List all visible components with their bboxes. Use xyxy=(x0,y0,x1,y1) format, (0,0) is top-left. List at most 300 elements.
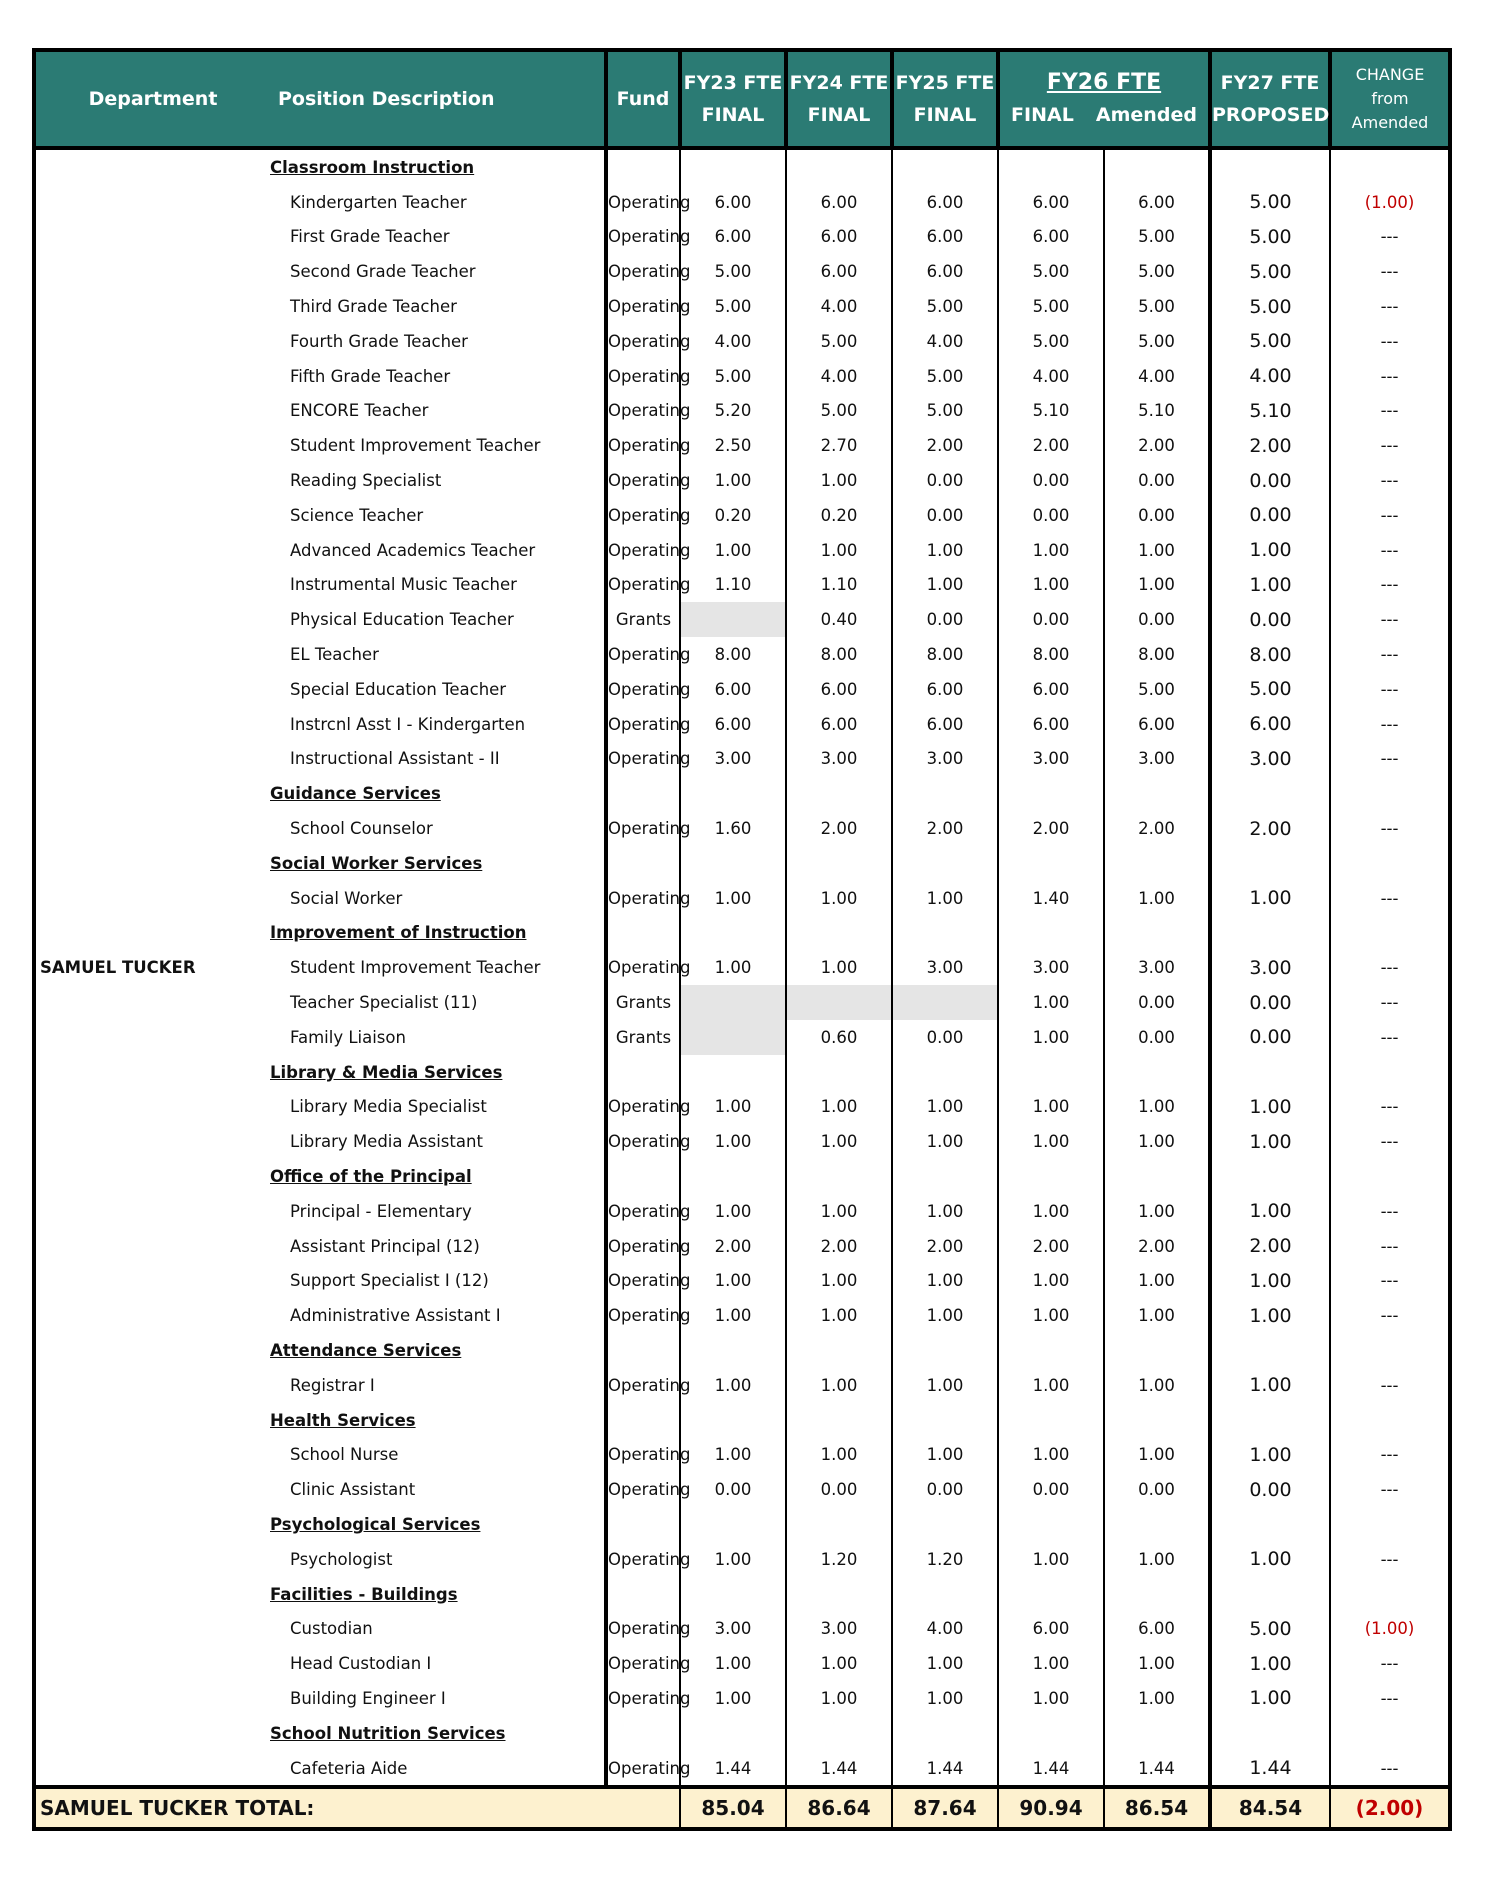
position-description: Student Improvement Teacher xyxy=(290,436,541,456)
value-fy24: 1.20 xyxy=(786,1542,892,1577)
change-cell xyxy=(1330,1507,1450,1542)
value-cell xyxy=(1210,846,1330,881)
value-fy24: 1.10 xyxy=(786,568,892,603)
change-value: --- xyxy=(1330,811,1450,846)
value-fy27: 6.00 xyxy=(1210,707,1330,742)
change-cell xyxy=(1330,776,1450,811)
change-value: --- xyxy=(1330,742,1450,777)
change-value: --- xyxy=(1330,324,1450,359)
value-cell xyxy=(680,916,786,951)
position-description: Advanced Academics Teacher xyxy=(290,540,536,560)
change-value: --- xyxy=(1330,1124,1450,1159)
fund-cell xyxy=(606,1403,680,1438)
value-fy26f: 5.10 xyxy=(998,394,1104,429)
fund-cell: Operating xyxy=(606,1681,680,1716)
value-cell xyxy=(1210,1333,1330,1368)
value-cell xyxy=(786,1716,892,1751)
value-fy26a: 6.00 xyxy=(1104,707,1210,742)
value-fy25: 1.00 xyxy=(892,1124,998,1159)
total-fy26f: 90.94 xyxy=(998,1787,1104,1829)
change-cell xyxy=(1330,1577,1450,1612)
col-position: Position Description xyxy=(270,50,606,148)
change-value: --- xyxy=(1330,881,1450,916)
position-description: Special Education Teacher xyxy=(290,679,507,699)
value-fy26f: 1.00 xyxy=(998,1124,1104,1159)
value-cell xyxy=(1210,1403,1330,1438)
value-fy23: 4.00 xyxy=(680,324,786,359)
position-description: Physical Education Teacher xyxy=(290,610,514,630)
value-fy27: 2.00 xyxy=(1210,1229,1330,1264)
section-title: Psychological Services xyxy=(270,1514,481,1534)
value-fy26a: 6.00 xyxy=(1104,1611,1210,1646)
value-fy25: 0.00 xyxy=(892,1020,998,1055)
value-fy26a: 0.00 xyxy=(1104,985,1210,1020)
value-fy25: 1.00 xyxy=(892,881,998,916)
value-fy23: 5.00 xyxy=(680,289,786,324)
value-fy23: 6.00 xyxy=(680,672,786,707)
fund-cell: Operating xyxy=(606,672,680,707)
position-description: Student Improvement Teacher xyxy=(290,958,541,978)
change-value: --- xyxy=(1330,672,1450,707)
value-fy26f: 1.00 xyxy=(998,1681,1104,1716)
value-fy26f: 1.00 xyxy=(998,1646,1104,1681)
change-value: --- xyxy=(1330,707,1450,742)
value-fy23: 6.00 xyxy=(680,185,786,220)
value-fy27: 1.00 xyxy=(1210,1124,1330,1159)
value-fy26a: 2.00 xyxy=(1104,1229,1210,1264)
value-fy26a: 1.00 xyxy=(1104,1368,1210,1403)
value-fy27: 1.00 xyxy=(1210,1298,1330,1333)
fund-cell xyxy=(606,846,680,881)
change-value: --- xyxy=(1330,1298,1450,1333)
change-value: --- xyxy=(1330,1368,1450,1403)
value-fy23 xyxy=(680,985,786,1020)
value-fy27: 1.00 xyxy=(1210,533,1330,568)
value-fy23: 1.00 xyxy=(680,1368,786,1403)
col-department: Department xyxy=(34,50,270,148)
change-cell xyxy=(1330,1055,1450,1090)
section-title: Facilities - Buildings xyxy=(270,1584,458,1604)
position-description: Psychologist xyxy=(290,1549,393,1569)
value-fy26a: 5.00 xyxy=(1104,220,1210,255)
value-fy26f: 1.00 xyxy=(998,568,1104,603)
change-value: --- xyxy=(1330,498,1450,533)
value-fy26f: 8.00 xyxy=(998,637,1104,672)
position-description: Teacher Specialist (11) xyxy=(290,993,478,1013)
value-fy26a: 1.00 xyxy=(1104,1264,1210,1299)
value-fy26a: 8.00 xyxy=(1104,637,1210,672)
position-description: Third Grade Teacher xyxy=(290,297,457,317)
change-cell xyxy=(1330,846,1450,881)
value-fy24: 4.00 xyxy=(786,289,892,324)
value-fy26a: 5.00 xyxy=(1104,254,1210,289)
value-fy25: 1.00 xyxy=(892,1646,998,1681)
value-fy25: 1.00 xyxy=(892,1264,998,1299)
value-fy24: 4.00 xyxy=(786,359,892,394)
value-fy27: 0.00 xyxy=(1210,463,1330,498)
value-fy23: 2.00 xyxy=(680,1229,786,1264)
value-fy26f: 4.00 xyxy=(998,359,1104,394)
value-fy24: 1.00 xyxy=(786,950,892,985)
department-name: SAMUEL TUCKER xyxy=(34,148,270,1787)
value-cell xyxy=(680,1055,786,1090)
value-fy26a: 1.00 xyxy=(1104,1194,1210,1229)
value-cell xyxy=(1104,1333,1210,1368)
change-cell xyxy=(1330,1403,1450,1438)
value-cell xyxy=(1104,1055,1210,1090)
value-fy25: 6.00 xyxy=(892,220,998,255)
value-fy26f: 6.00 xyxy=(998,220,1104,255)
value-fy24: 1.00 xyxy=(786,1264,892,1299)
value-cell xyxy=(1104,916,1210,951)
section-row xyxy=(34,148,1450,185)
value-fy24: 2.00 xyxy=(786,1229,892,1264)
value-fy27: 3.00 xyxy=(1210,950,1330,985)
value-fy27: 5.00 xyxy=(1210,185,1330,220)
fund-cell xyxy=(606,1577,680,1612)
value-fy27: 3.00 xyxy=(1210,742,1330,777)
value-cell xyxy=(892,916,998,951)
value-cell xyxy=(680,776,786,811)
value-cell xyxy=(786,1055,892,1090)
value-fy26a: 5.00 xyxy=(1104,289,1210,324)
fund-cell: Operating xyxy=(606,254,680,289)
value-fy23: 1.00 xyxy=(680,1542,786,1577)
change-value: --- xyxy=(1330,1437,1450,1472)
change-value: --- xyxy=(1330,637,1450,672)
section-title: Classroom Instruction xyxy=(270,157,475,177)
fund-cell: Operating xyxy=(606,324,680,359)
value-fy27: 5.00 xyxy=(1210,254,1330,289)
total-label: SAMUEL TUCKER TOTAL: xyxy=(34,1787,680,1829)
total-change: (2.00) xyxy=(1330,1787,1450,1829)
value-cell xyxy=(786,1403,892,1438)
col-fund: Fund xyxy=(606,50,680,148)
value-fy23: 0.00 xyxy=(680,1472,786,1507)
value-fy25: 1.00 xyxy=(892,1368,998,1403)
value-cell xyxy=(998,148,1104,185)
position-description: Fourth Grade Teacher xyxy=(290,331,468,351)
value-cell xyxy=(1104,1507,1210,1542)
total-fy25: 87.64 xyxy=(892,1787,998,1829)
value-fy26f: 5.00 xyxy=(998,254,1104,289)
value-fy26f: 1.00 xyxy=(998,1264,1104,1299)
change-cell xyxy=(1330,148,1450,185)
position-description: Reading Specialist xyxy=(290,471,442,491)
value-fy23: 1.00 xyxy=(680,1298,786,1333)
value-fy24: 0.20 xyxy=(786,498,892,533)
change-cell xyxy=(1330,1159,1450,1194)
position-description: Second Grade Teacher xyxy=(290,262,476,282)
value-fy23: 6.00 xyxy=(680,707,786,742)
value-fy26f: 3.00 xyxy=(998,742,1104,777)
value-fy26f: 0.00 xyxy=(998,498,1104,533)
value-cell xyxy=(998,1333,1104,1368)
value-fy23: 1.00 xyxy=(680,950,786,985)
value-fy23: 1.44 xyxy=(680,1751,786,1788)
value-fy26f: 1.00 xyxy=(998,533,1104,568)
value-fy27: 5.00 xyxy=(1210,324,1330,359)
position-description: School Nurse xyxy=(290,1445,399,1465)
value-fy27: 1.00 xyxy=(1210,1646,1330,1681)
value-cell xyxy=(786,916,892,951)
change-value: (1.00) xyxy=(1330,185,1450,220)
position-description: Principal - Elementary xyxy=(290,1201,472,1221)
position-description: Instrcnl Asst I - Kindergarten xyxy=(290,714,526,734)
value-fy27: 1.00 xyxy=(1210,1368,1330,1403)
value-fy26a: 1.00 xyxy=(1104,568,1210,603)
value-fy26a: 1.00 xyxy=(1104,1298,1210,1333)
value-fy27: 0.00 xyxy=(1210,1472,1330,1507)
change-value: --- xyxy=(1330,359,1450,394)
value-cell xyxy=(998,1507,1104,1542)
value-fy26f: 1.00 xyxy=(998,1298,1104,1333)
value-fy26f: 1.00 xyxy=(998,1368,1104,1403)
change-cell xyxy=(1330,1716,1450,1751)
position-description: Support Specialist I (12) xyxy=(290,1271,489,1291)
col-fy26: FY26 FTE FINAL Amended xyxy=(998,50,1210,148)
fund-cell xyxy=(606,916,680,951)
value-cell xyxy=(680,1159,786,1194)
fund-cell: Operating xyxy=(606,568,680,603)
fund-cell: Operating xyxy=(606,463,680,498)
section-title: Guidance Services xyxy=(270,784,441,804)
value-fy26f: 6.00 xyxy=(998,185,1104,220)
value-fy23: 1.00 xyxy=(680,1681,786,1716)
value-fy27: 1.44 xyxy=(1210,1751,1330,1788)
value-fy26f: 3.00 xyxy=(998,950,1104,985)
value-fy23: 8.00 xyxy=(680,637,786,672)
value-fy23: 0.20 xyxy=(680,498,786,533)
value-fy25: 3.00 xyxy=(892,742,998,777)
position-description: Library Media Specialist xyxy=(290,1097,487,1117)
value-fy24: 1.44 xyxy=(786,1751,892,1788)
value-cell xyxy=(680,1333,786,1368)
value-fy26a: 2.00 xyxy=(1104,428,1210,463)
value-fy27: 1.00 xyxy=(1210,881,1330,916)
fund-cell: Operating xyxy=(606,1646,680,1681)
value-cell xyxy=(1210,1055,1330,1090)
fund-cell: Operating xyxy=(606,359,680,394)
value-fy26f: 1.00 xyxy=(998,1020,1104,1055)
value-fy26a: 5.00 xyxy=(1104,672,1210,707)
value-fy24 xyxy=(786,985,892,1020)
change-value: --- xyxy=(1330,1090,1450,1125)
value-cell xyxy=(1104,1716,1210,1751)
fund-cell: Operating xyxy=(606,394,680,429)
value-fy24: 6.00 xyxy=(786,707,892,742)
position-description: Custodian xyxy=(290,1619,373,1639)
value-cell xyxy=(892,1333,998,1368)
value-fy27: 5.10 xyxy=(1210,394,1330,429)
value-fy27: 2.00 xyxy=(1210,811,1330,846)
value-cell xyxy=(786,1507,892,1542)
value-fy23: 1.00 xyxy=(680,1124,786,1159)
section-title: Library & Media Services xyxy=(270,1062,503,1082)
value-fy27: 1.00 xyxy=(1210,1264,1330,1299)
value-fy25: 2.00 xyxy=(892,811,998,846)
total-fy23: 85.04 xyxy=(680,1787,786,1829)
value-fy26a: 2.00 xyxy=(1104,811,1210,846)
value-fy25: 0.00 xyxy=(892,498,998,533)
col-fy27: FY27 FTE PROPOSED xyxy=(1210,50,1330,148)
header-row xyxy=(34,50,1450,148)
fund-cell: Operating xyxy=(606,1368,680,1403)
value-cell xyxy=(1210,916,1330,951)
value-cell xyxy=(998,1403,1104,1438)
value-fy25: 5.00 xyxy=(892,359,998,394)
value-fy24: 0.40 xyxy=(786,602,892,637)
section-title: Attendance Services xyxy=(270,1340,462,1360)
section-title: Office of the Principal xyxy=(270,1167,472,1186)
value-cell xyxy=(786,1333,892,1368)
change-value: --- xyxy=(1330,1264,1450,1299)
value-fy24: 1.00 xyxy=(786,1194,892,1229)
value-fy25 xyxy=(892,985,998,1020)
value-fy26a: 1.00 xyxy=(1104,533,1210,568)
value-fy26a: 1.44 xyxy=(1104,1751,1210,1788)
change-value: --- xyxy=(1330,950,1450,985)
change-value: --- xyxy=(1330,1646,1450,1681)
value-fy25: 8.00 xyxy=(892,637,998,672)
value-fy26f: 1.44 xyxy=(998,1751,1104,1788)
value-fy26a: 6.00 xyxy=(1104,185,1210,220)
value-fy26f: 2.00 xyxy=(998,1229,1104,1264)
value-fy25: 1.20 xyxy=(892,1542,998,1577)
value-fy23: 1.00 xyxy=(680,463,786,498)
total-fy24: 86.64 xyxy=(786,1787,892,1829)
value-fy27: 1.00 xyxy=(1210,1090,1330,1125)
fund-cell xyxy=(606,1333,680,1368)
total-row xyxy=(34,1787,1450,1829)
value-fy25: 5.00 xyxy=(892,289,998,324)
value-cell xyxy=(680,1577,786,1612)
col-change: CHANGE from Amended xyxy=(1330,50,1450,148)
value-fy27: 0.00 xyxy=(1210,985,1330,1020)
value-fy25: 4.00 xyxy=(892,324,998,359)
value-fy24: 6.00 xyxy=(786,254,892,289)
value-fy25: 6.00 xyxy=(892,185,998,220)
value-fy26f: 6.00 xyxy=(998,1611,1104,1646)
value-fy25: 1.00 xyxy=(892,1090,998,1125)
value-fy26f: 5.00 xyxy=(998,289,1104,324)
value-cell xyxy=(998,1716,1104,1751)
value-cell xyxy=(892,148,998,185)
value-fy25: 1.00 xyxy=(892,1437,998,1472)
fund-cell xyxy=(606,1716,680,1751)
value-cell xyxy=(786,1577,892,1612)
value-fy26f: 6.00 xyxy=(998,672,1104,707)
value-cell xyxy=(892,1716,998,1751)
fund-cell: Operating xyxy=(606,428,680,463)
value-fy26f: 1.00 xyxy=(998,1437,1104,1472)
value-cell xyxy=(680,1403,786,1438)
fund-cell: Operating xyxy=(606,1542,680,1577)
fund-cell: Operating xyxy=(606,1229,680,1264)
value-fy26a: 1.00 xyxy=(1104,1090,1210,1125)
value-fy24: 3.00 xyxy=(786,742,892,777)
value-fy26a: 0.00 xyxy=(1104,1472,1210,1507)
section-title: Improvement of Instruction xyxy=(270,923,527,943)
value-fy24: 6.00 xyxy=(786,672,892,707)
value-fy27: 8.00 xyxy=(1210,637,1330,672)
value-fy24: 2.00 xyxy=(786,811,892,846)
value-fy26a: 0.00 xyxy=(1104,1020,1210,1055)
value-cell xyxy=(680,148,786,185)
position-description: Science Teacher xyxy=(290,505,424,525)
fte-table xyxy=(32,48,1452,1831)
value-cell xyxy=(998,846,1104,881)
value-fy24: 1.00 xyxy=(786,1298,892,1333)
position-description: Fifth Grade Teacher xyxy=(290,366,451,386)
value-fy25: 2.00 xyxy=(892,428,998,463)
value-cell xyxy=(892,776,998,811)
value-fy24: 1.00 xyxy=(786,1437,892,1472)
value-fy26a: 1.00 xyxy=(1104,1681,1210,1716)
col-fy24: FY24 FTE FINAL xyxy=(786,50,892,148)
position-description: Building Engineer I xyxy=(290,1688,446,1708)
value-fy25: 1.00 xyxy=(892,568,998,603)
value-fy26f: 6.00 xyxy=(998,707,1104,742)
value-fy25: 0.00 xyxy=(892,463,998,498)
value-fy26a: 3.00 xyxy=(1104,742,1210,777)
fte-sheet xyxy=(32,48,1448,1831)
value-fy25: 1.00 xyxy=(892,1194,998,1229)
position-description: Instructional Assistant - II xyxy=(290,749,500,769)
value-cell xyxy=(1210,1577,1330,1612)
value-cell xyxy=(1104,1577,1210,1612)
value-cell xyxy=(892,1159,998,1194)
change-value: --- xyxy=(1330,289,1450,324)
section-title: Health Services xyxy=(270,1410,416,1430)
value-fy27: 0.00 xyxy=(1210,498,1330,533)
change-value: --- xyxy=(1330,254,1450,289)
value-fy23: 1.00 xyxy=(680,533,786,568)
value-fy27: 1.00 xyxy=(1210,568,1330,603)
value-fy23: 5.00 xyxy=(680,254,786,289)
value-fy27: 0.00 xyxy=(1210,602,1330,637)
value-fy26a: 1.00 xyxy=(1104,1542,1210,1577)
value-cell xyxy=(680,846,786,881)
fund-cell: Operating xyxy=(606,1437,680,1472)
value-cell xyxy=(680,1716,786,1751)
change-value: (1.00) xyxy=(1330,1611,1450,1646)
value-fy25: 1.00 xyxy=(892,1681,998,1716)
fund-cell: Grants xyxy=(606,602,680,637)
value-fy26a: 1.00 xyxy=(1104,1646,1210,1681)
value-fy23: 1.10 xyxy=(680,568,786,603)
value-cell xyxy=(998,1055,1104,1090)
change-value: --- xyxy=(1330,220,1450,255)
value-fy25: 0.00 xyxy=(892,1472,998,1507)
value-cell xyxy=(1210,1716,1330,1751)
value-fy24: 1.00 xyxy=(786,1681,892,1716)
value-fy24: 0.60 xyxy=(786,1020,892,1055)
value-cell xyxy=(1104,1403,1210,1438)
value-cell xyxy=(892,1055,998,1090)
value-fy26f: 0.00 xyxy=(998,1472,1104,1507)
value-cell xyxy=(1104,776,1210,811)
change-value: --- xyxy=(1330,1194,1450,1229)
value-fy23: 1.00 xyxy=(680,1264,786,1299)
value-fy26f: 2.00 xyxy=(998,428,1104,463)
value-fy26f: 1.00 xyxy=(998,1194,1104,1229)
fund-cell: Operating xyxy=(606,498,680,533)
value-fy23: 5.20 xyxy=(680,394,786,429)
value-cell xyxy=(1210,776,1330,811)
section-title: School Nutrition Services xyxy=(270,1723,506,1743)
section-title: Social Worker Services xyxy=(270,853,483,873)
